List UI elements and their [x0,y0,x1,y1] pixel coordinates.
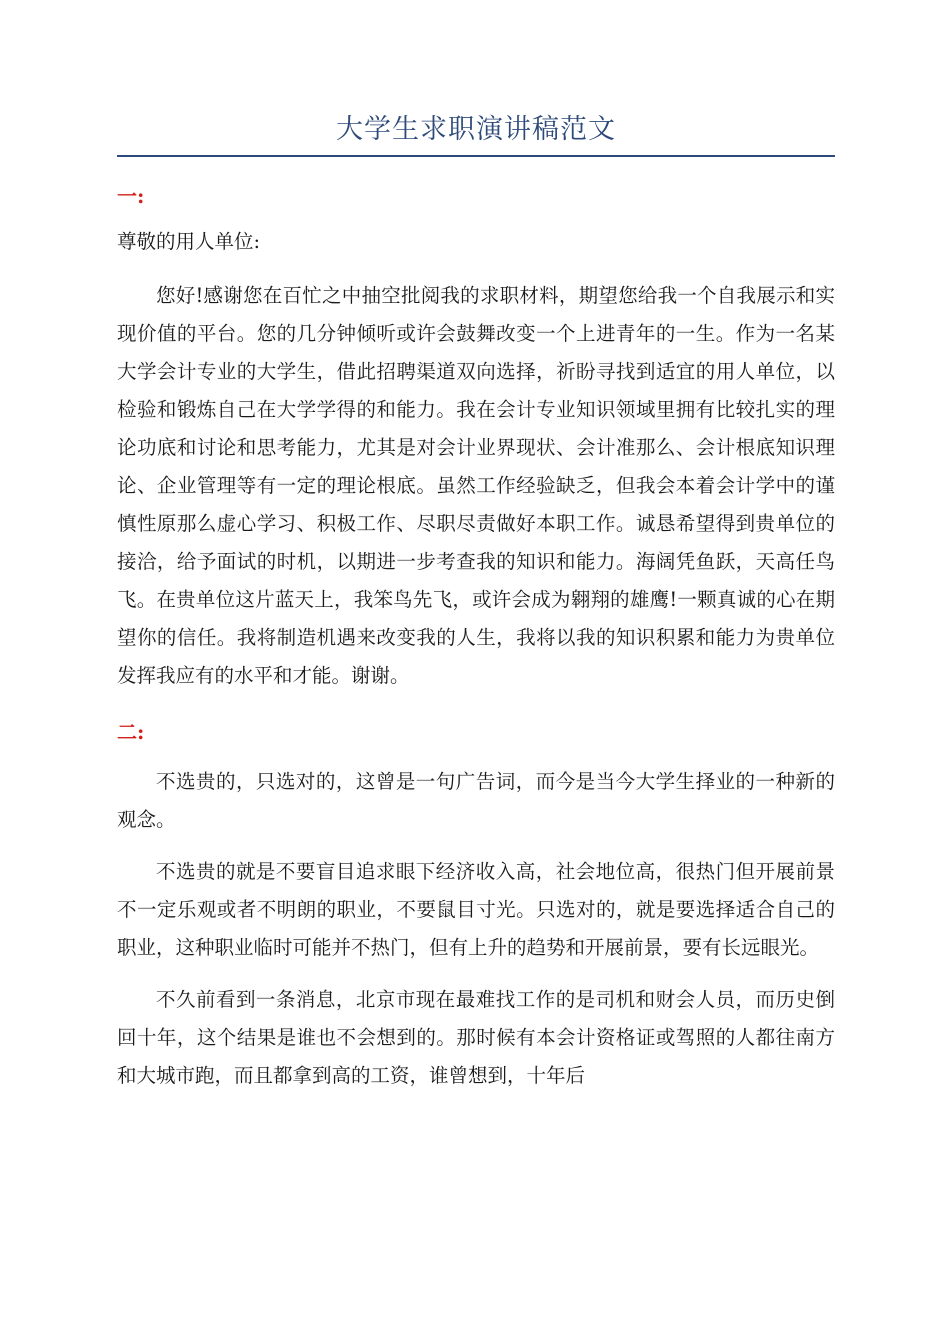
document-page [117,110,835,1095]
paragraph: 不久前看到一条消息，北京市现在最难找工作的是司机和财会人员，而历史倒回十年，这个结果是谁也不会想到的。那时候有本会计资格证或驾照的人都往南方和大城市跑，而且都拿到高的工资，谁曾想到，十年后 [117,988,835,1087]
title-divider [117,155,835,157]
section-heading-2: 二: [117,720,145,744]
section-heading-1: 一: [117,184,145,208]
document-title: 大学生求职演讲稿范文 [336,114,616,145]
paragraph: 不选贵的就是不要盲目追求眼下经济收入高，社会地位高，很热门但开展前景不一定乐观或者不明朗的职业，不要鼠目寸光。只选对的，就是要选择适合自己的职业，这种职业临时可能并不热门，但有上升的趋势和开展前景，要有长远眼光。 [117,860,835,959]
paragraph: 您好!感谢您在百忙之中抽空批阅我的求职材料，期望您给我一个自我展示和实现价值的平台。您的几分钟倾听或许会鼓舞改变一个上进青年的一生。作为一名某大学会计专业的大学生，借此招聘渠道双向选择，祈盼寻找到适宜的用人单位，以检验和锻炼自己在大学学得的和能力。我在会计专业知识领域里拥有比较扎实的理论功底和讨论和思考能力，尤其是对会计业界现状、会计准那么、会计根底知识理论、企业管理等有一定的理论根底。虽然工作经验缺乏，但我会本着会计学中的谨慎性原那么虚心学习、积极工作、尽职尽责做好本职工作。诚恳希望得到贵单位的接洽，给予面试的时机，以期进一步考查我的知识和能力。海阔凭鱼跃，天高任鸟飞。在贵单位这片蓝天上，我笨鸟先飞，或许会成为翱翔的雄鹰!一颗真诚的心在期望你的信任。我将制造机遇来改变我的人生，我将以我的知识积累和能力为贵单位发挥我应有的水平和才能。谢谢。 [117,284,835,687]
paragraph: 不选贵的，只选对的，这曾是一句广告词，而今是当今大学生择业的一种新的观念。 [117,770,835,831]
salutation: 尊敬的用人单位: [117,230,261,253]
